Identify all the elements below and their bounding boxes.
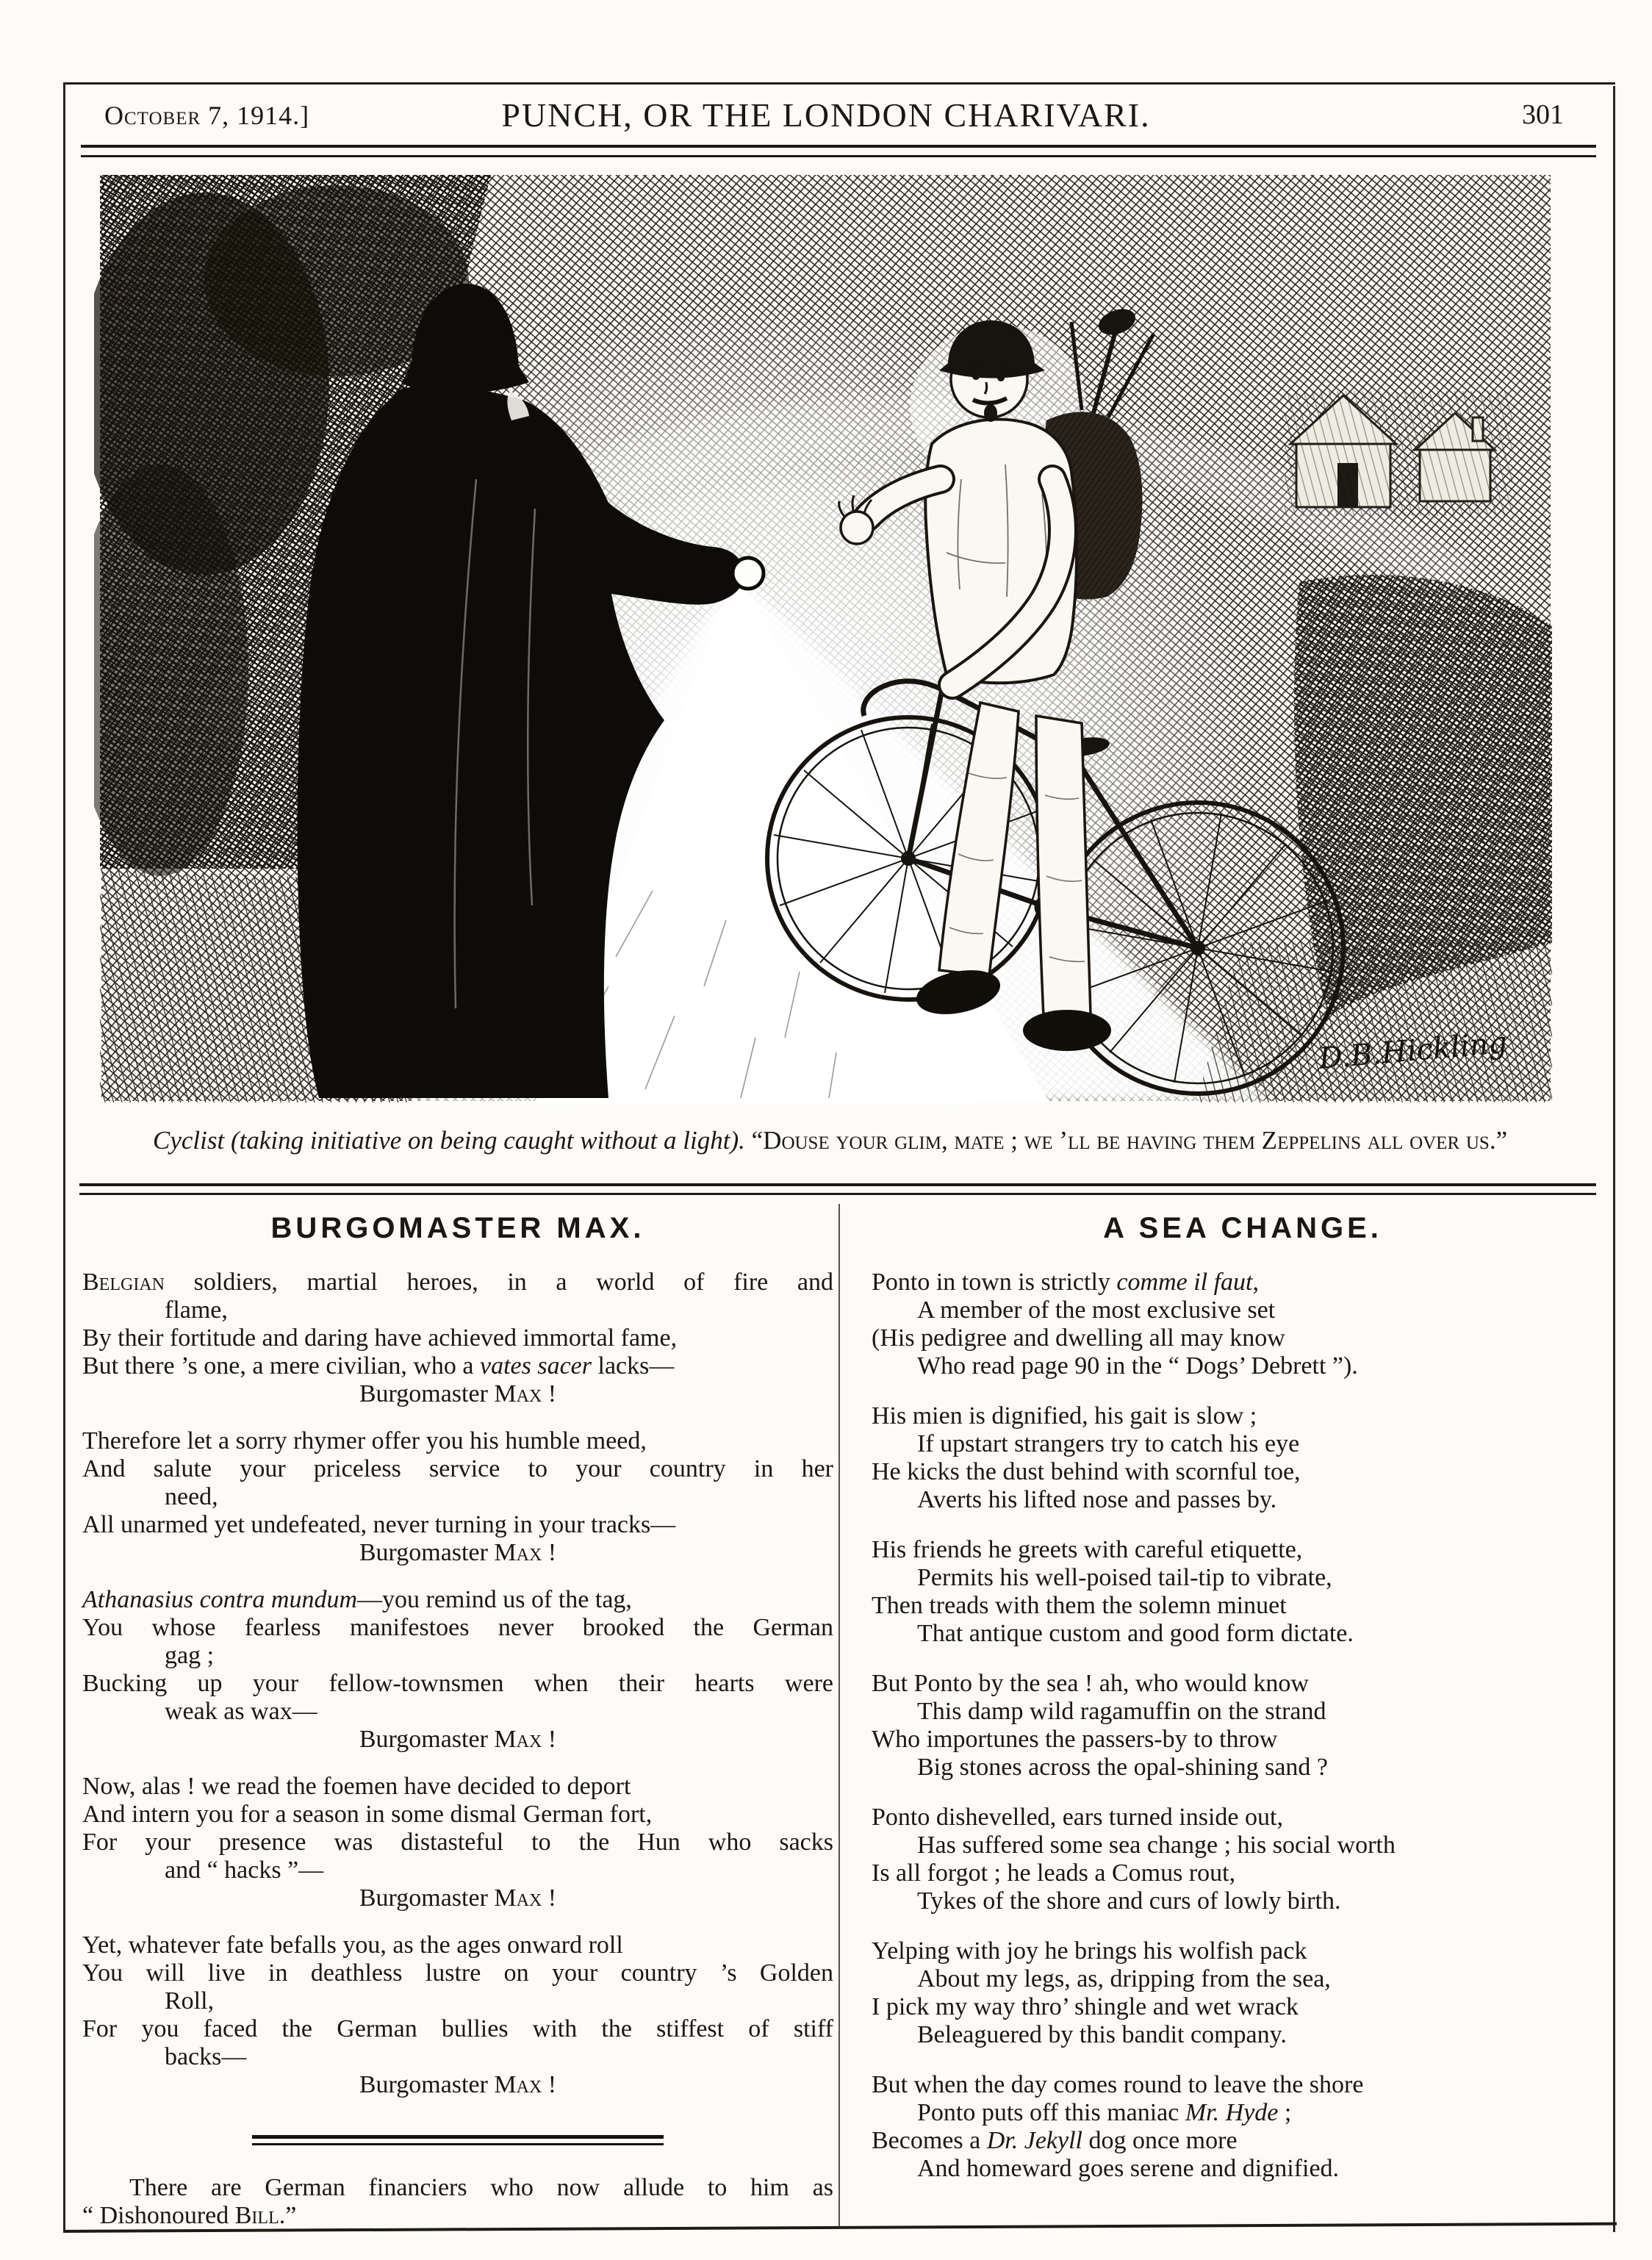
text-segment: !	[542, 1884, 557, 1912]
text-segment: Permits his well-poised tail-tip to vibrate,	[917, 1564, 1332, 1591]
poem-line	[82, 1670, 833, 1698]
poem-line	[872, 1296, 1614, 1324]
text-segment: Beleaguered by this bandit company.	[917, 2021, 1287, 2048]
text-segment: Mr. Hyde	[1185, 2099, 1279, 2126]
poem-line	[82, 1931, 833, 1959]
text-segment: backs—	[165, 2043, 247, 2070]
artist-signature: D.B.Hickling	[1317, 1025, 1509, 1076]
text-segment: Athanasius contra mundum	[82, 1586, 357, 1613]
text-segment: ”	[1495, 1126, 1508, 1155]
text-segment: (His pedigree and dwelling all may know	[872, 1324, 1285, 1352]
text-segment: If upstart strangers try to catch his eye	[917, 1430, 1300, 1457]
footnote-paragraph	[82, 2174, 833, 2230]
poem-stanza	[872, 1670, 1614, 1782]
text-segment: And homeward goes serene and dignified.	[917, 2155, 1340, 2182]
poem-line	[872, 1965, 1614, 1993]
poem-stanza	[872, 1269, 1614, 1380]
poem-line	[872, 1430, 1614, 1458]
text-segment: And intern you for a season in some dismal German fort,	[82, 1801, 653, 1828]
poem-line	[82, 2202, 833, 2230]
text-segment: Has suffered some sea change ; his social worth	[917, 1832, 1396, 1859]
text-segment: Ponto puts off this maniac	[917, 2099, 1185, 2126]
poem-line	[82, 2043, 833, 2071]
poem-line	[872, 2099, 1614, 2127]
text-segment: Burgomaster	[359, 1380, 495, 1407]
page-border-top	[63, 82, 1615, 85]
poem-line	[872, 1698, 1614, 1726]
text-segment: vates sacer	[480, 1352, 592, 1380]
text-segment: Ponto in town is strictly	[872, 1269, 1117, 1296]
text-segment: Averts his lifted nose and passes by.	[917, 1486, 1277, 1513]
text-segment: His friends he greets with careful etiquette,	[872, 1536, 1303, 1563]
poem-line	[872, 1670, 1614, 1698]
poem-line	[872, 2021, 1614, 2049]
text-segment: ;	[1278, 2099, 1292, 2126]
text-segment: .”	[279, 2202, 297, 2229]
poem-stanza	[872, 2071, 1614, 2183]
poem-line	[872, 1859, 1614, 1887]
text-segment: Burgomaster	[359, 1726, 495, 1753]
text-segment: Bill	[234, 2202, 279, 2229]
poem-line	[82, 1959, 833, 1987]
poem-stanza	[82, 1773, 833, 1912]
poem-line	[82, 1427, 833, 1455]
poem-line	[872, 1832, 1614, 1859]
cartoon-illustration	[94, 171, 1558, 1105]
poem-line	[872, 1486, 1614, 1514]
poem-line	[82, 1483, 833, 1511]
poem-line	[82, 1380, 833, 1408]
poem-line	[82, 1726, 833, 1754]
poem-stanza	[872, 1804, 1614, 1915]
text-segment: Max	[494, 1884, 542, 1912]
text-segment: !	[542, 2071, 557, 2098]
text-segment: I pick my way thro’ shingle and wet wrack	[872, 1993, 1299, 2020]
text-segment: Burgomaster	[359, 2071, 495, 2098]
poem-line	[872, 1536, 1614, 1564]
text-segment: This damp wild ragamuffin on the strand	[917, 1698, 1326, 1725]
poem-line	[82, 1801, 833, 1829]
poem-line	[872, 2071, 1614, 2099]
poem-line	[82, 2174, 833, 2202]
header-rule-top	[81, 145, 1596, 148]
text-segment: “	[744, 1126, 764, 1155]
poem-stanza	[82, 1931, 833, 2099]
text-segment: But Ponto by the sea ! ah, who would know	[872, 1670, 1309, 1697]
text-segment: Therefore let a sorry rhymer offer you his humble meed,	[82, 1427, 647, 1454]
text-segment: Burgomaster	[359, 1539, 495, 1566]
poem-stanza	[872, 1402, 1614, 1514]
poem-line	[82, 1511, 833, 1539]
text-segment: About my legs, as, dripping from the sea,	[917, 1965, 1331, 1992]
text-segment: Is all forgot ; he leads a Comus rout,	[872, 1859, 1236, 1887]
poem-line	[872, 1402, 1614, 1430]
poem-line	[872, 2127, 1614, 2155]
text-segment: But there ’s one, a mere civilian, who a	[82, 1352, 480, 1380]
poem-line	[872, 1804, 1614, 1832]
caption-rule-top	[79, 1183, 1596, 1186]
text-segment: !	[542, 1726, 557, 1753]
poem-line	[82, 1296, 833, 1324]
poem-stanza	[872, 1536, 1614, 1648]
text-segment: “ Dishonoured	[82, 2202, 235, 2229]
text-segment: For your presence was distasteful to the Hun who sacks	[82, 1829, 833, 1856]
poem-line	[872, 2155, 1614, 2183]
poem-line	[82, 1829, 833, 1857]
poem-stanza	[82, 1427, 833, 1567]
poem-line	[872, 1620, 1614, 1648]
text-segment: Belgian	[82, 1269, 165, 1296]
text-segment: You whose fearless manifestoes never brooked the German	[82, 1614, 833, 1641]
text-segment: Roll,	[165, 1987, 215, 2015]
text-segment: But when the day comes round to leave the shore	[872, 2071, 1364, 2098]
text-segment: All unarmed yet undefeated, never turning in your tracks—	[82, 1511, 676, 1538]
poem-line	[872, 1726, 1614, 1754]
poem-line	[82, 1773, 833, 1801]
poem-line	[82, 2071, 833, 2099]
text-segment: gag ;	[165, 1642, 215, 1669]
text-segment: flame,	[165, 1296, 228, 1324]
poem-line	[82, 1884, 833, 1912]
poem-line	[872, 1937, 1614, 1965]
poem-line	[872, 1352, 1614, 1380]
poem-line	[872, 1993, 1614, 2021]
text-segment: By their fortitude and daring have achieved immortal fame,	[82, 1324, 678, 1352]
text-segment: Max	[494, 2071, 542, 2098]
text-segment: need,	[165, 1483, 218, 1510]
poem-line	[82, 1614, 833, 1642]
poem-line	[82, 1857, 833, 1884]
page-number: 301	[1522, 99, 1564, 130]
text-segment: and “ hacks ”—	[165, 1857, 324, 1884]
poem-line	[82, 1539, 833, 1567]
cartoon-caption	[82, 1122, 1595, 1160]
left-poem-title: BURGOMASTER MAX.	[270, 1212, 645, 1244]
poem-line	[82, 1352, 833, 1380]
poem-line	[82, 1324, 833, 1352]
text-segment: Big stones across the opal-shining sand ?	[917, 1754, 1329, 1781]
text-segment: soldiers, martial heroes, in a world of fire and	[165, 1269, 833, 1296]
text-segment: comme il faut	[1116, 1269, 1253, 1296]
text-segment: Cyclist (taking initiative on being caught without a light).	[153, 1126, 745, 1155]
poem-line	[872, 1269, 1614, 1296]
text-segment: weak as wax—	[165, 1698, 317, 1725]
masthead-title: PUNCH, OR THE LONDON CHARIVARI.	[501, 96, 1151, 134]
text-segment: Max	[494, 1539, 542, 1566]
text-segment: Yet, whatever fate befalls you, as the ages onward roll	[82, 1931, 623, 1959]
poem-line	[872, 1324, 1614, 1352]
text-segment: Now, alas ! we read the foemen have decided to deport	[82, 1773, 631, 1800]
text-segment: He kicks the dust behind with scornful toe,	[872, 1458, 1301, 1485]
poem-line	[82, 1987, 833, 2015]
issue-date: October 7, 1914.]	[104, 101, 310, 130]
poem-line	[82, 1455, 833, 1483]
text-segment: Dr. Jekyll	[986, 2127, 1082, 2154]
text-segment: Burgomaster	[359, 1884, 495, 1912]
text-segment: !	[542, 1380, 557, 1407]
caption-rule-bottom	[79, 1193, 1596, 1195]
text-segment: ,	[1252, 1269, 1259, 1296]
text-segment: —you remind us of the tag,	[357, 1586, 632, 1613]
poem-line	[872, 1458, 1614, 1486]
text-segment: Max	[494, 1380, 542, 1407]
left-column	[82, 1214, 833, 2230]
text-segment: There are German financiers who now allude to him as	[129, 2174, 833, 2201]
text-segment: Then treads with them the solemn minuet	[872, 1592, 1287, 1619]
text-segment: Yelping with joy he brings his wolfish pack	[872, 1937, 1307, 1965]
poem-line	[82, 1269, 833, 1296]
poem-stanza	[82, 1586, 833, 1754]
distant-houses	[1285, 391, 1512, 516]
poem-line	[872, 1754, 1614, 1782]
text-segment: That antique custom and good form dictate.	[917, 1620, 1354, 1647]
poem-line	[872, 1887, 1614, 1915]
poem-line	[82, 1698, 833, 1726]
text-segment: Tykes of the shore and curs of lowly birth.	[917, 1887, 1341, 1915]
police-lantern	[733, 558, 764, 589]
text-segment: !	[542, 1539, 557, 1566]
section-divider	[82, 2124, 833, 2152]
poem-line	[82, 1642, 833, 1670]
poem-line	[872, 1592, 1614, 1620]
text-segment: For you faced the German bullies with the stiffest of stiff	[82, 2015, 833, 2042]
text-segment: Who importunes the passers-by to throw	[872, 1726, 1278, 1753]
poem-stanza	[872, 1937, 1614, 2049]
text-segment: His mien is dignified, his gait is slow ;	[872, 1402, 1257, 1429]
poem-line	[82, 2015, 833, 2043]
poem-stanza	[82, 1269, 833, 1408]
text-segment: dog once more	[1082, 2127, 1238, 2154]
text-segment: A member of the most exclusive set	[917, 1296, 1276, 1324]
text-segment: Douse your glim, mate ; we ’ll be having them Zeppelins all over us.	[763, 1126, 1496, 1155]
poem-line	[872, 1564, 1614, 1592]
text-segment: You will live in deathless lustre on your country ’s Golden	[82, 1959, 833, 1987]
header-rule-bottom	[81, 155, 1596, 157]
text-segment: Bucking up your fellow-townsmen when their hearts were	[82, 1670, 833, 1697]
text-segment: And salute your priceless service to your country in her	[82, 1455, 833, 1482]
cyclist-right-boot	[1023, 1010, 1111, 1051]
text-segment: Ponto dishevelled, ears turned inside out,	[872, 1804, 1283, 1831]
page-border-left	[63, 82, 65, 2233]
right-poem-title: A SEA CHANGE.	[1103, 1212, 1382, 1244]
text-segment: Who read page 90 in the “ Dogs’ Debrett ”).	[917, 1352, 1358, 1380]
right-column	[872, 1214, 1614, 2205]
text-segment: Becomes a	[872, 2127, 987, 2154]
text-segment: Max	[494, 1726, 542, 1753]
poem-line	[82, 1586, 833, 1614]
text-segment: lacks—	[592, 1352, 675, 1380]
column-divider	[838, 1204, 840, 2227]
